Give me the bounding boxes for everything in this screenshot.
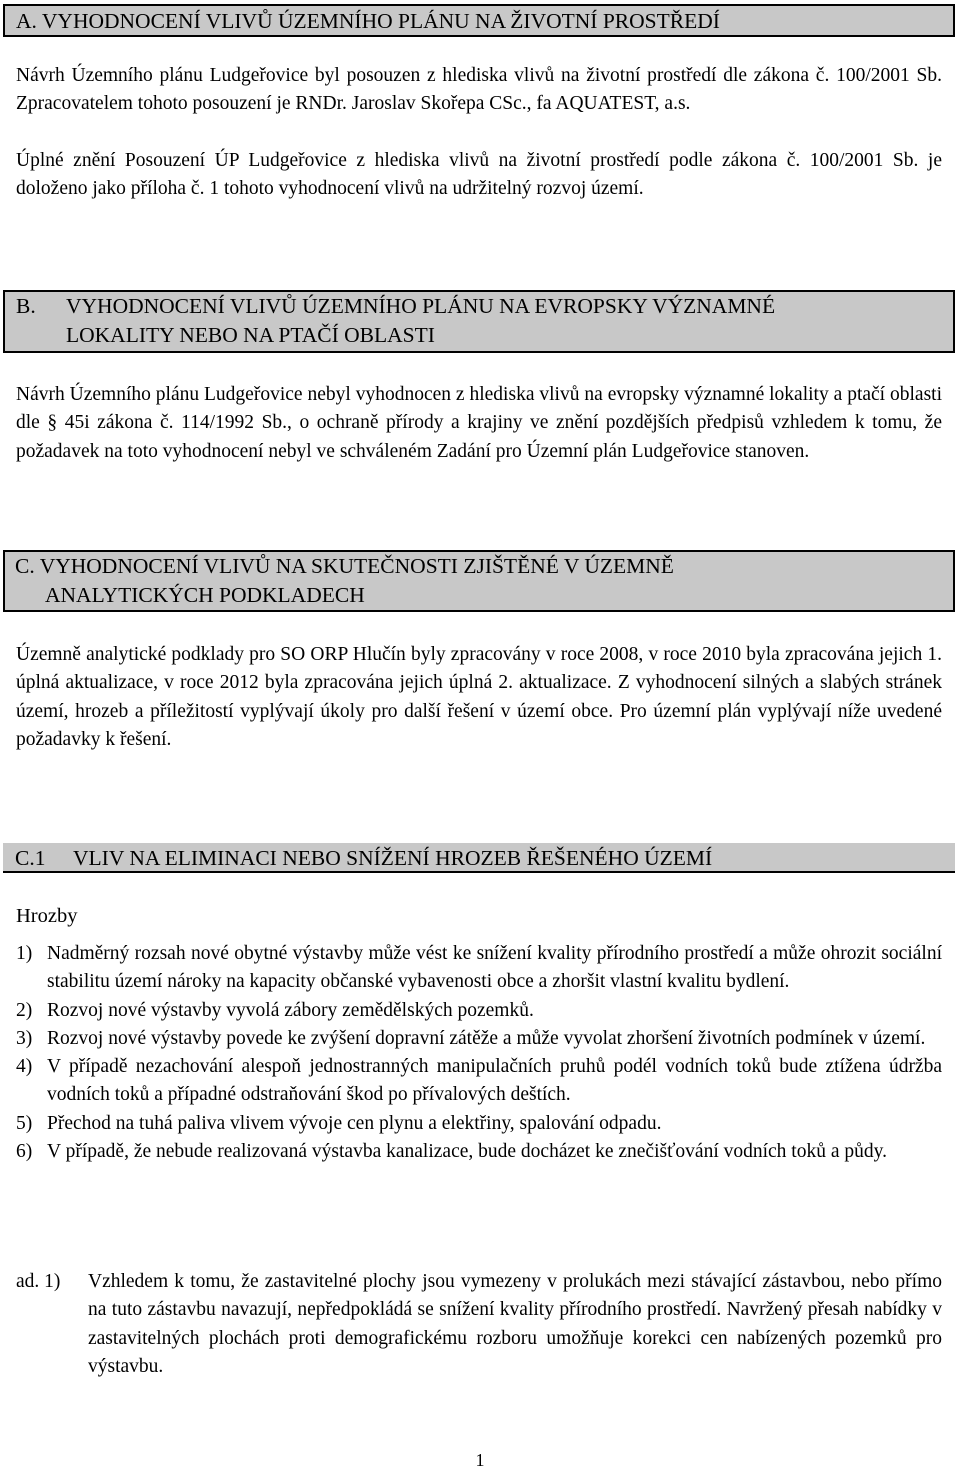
page-number: 1 [475, 1450, 485, 1470]
section-c1-heading: C.1 VLIV NA ELIMINACI NEBO SNÍŽENÍ HROZEB ŘEŠENÉHO ÚZEMÍ [3, 843, 955, 873]
list-item: 1) Nadměrný rozsah nové obytné výstavby může vést ke snížení kvality přírodního prostředí a může ohrozit sociální stabilitu území nároky na kapacity občanské vybavenosti obce a zhoršit vlastní kvalitu bydlení. [16, 943, 942, 993]
section-a-paragraph-1: Návrh Územního plánu Ludgeřovice byl posouzen z hlediska vlivů na životní prostředí dle zákona č. 100/2001 Sb. Zpracovatelem tohoto posouzení je RNDr. Jaroslav Skořepa CSc., fa AQUATEST, a.s. [16, 65, 942, 115]
section-b-paragraph: Návrh Územního plánu Ludgeřovice nebyl vyhodnocen z hlediska vlivů na evropsky významné lokality a ptačí oblasti dle § 45i zákona č. 114/1992 Sb., o ochraně přírody a krajiny ve znění pozdějších předpisů vzhledem k tomu, že požadavek na toto vyhodnocení nebyl ve schváleném Zadání pro Územní plán Ludgeřovice stanoven. [16, 384, 942, 462]
section-c-paragraph: Územně analytické podklady pro SO ORP Hlučín byly zpracovány v roce 2008, v roce 2010 byla zpracována jejich 1. úplná aktualizace, v roce 2012 byla zpracována jejich úplná 2. aktualizace. Z vyhodnocení silných a slabých stránek území, hrozeb a příležitostí vyplývají úkoly pro další řešení v území obce. Pro územní plán vyplývají níže uvedené požadavky k řešení. [16, 644, 942, 750]
list-item: 5) Přechod na tuhá paliva vlivem vývoje cen plynu a elektřiny, spalování odpadu. [16, 1112, 662, 1134]
threats-list [16, 940, 942, 1166]
ad-1-paragraph [16, 1268, 942, 1381]
list-item: 2) Rozvoj nové výstavby vyvolá zábory zemědělských pozemků. [16, 999, 534, 1021]
list-item: 3) Rozvoj nové výstavby povede ke zvýšení dopravní zátěže a může vyvolat zhoršení životních podmínek v území. [16, 1027, 926, 1049]
list-item: 4) V případě nezachování alespoň jednostranných manipulačních pruhů podél vodních toků bude ztížena údržba vodních toků a případné odstraňování škod po přívalových deštích. [16, 1056, 942, 1106]
section-b-heading: B. VYHODNOCENÍ VLIVŮ ÚZEMNÍHO PLÁNU NA EVROPSKY VÝZNAMNÉ LOKALITY NEBO NA PTAČÍ OBLASTI [3, 290, 955, 353]
threats-subheading: Hrozby [16, 905, 78, 927]
ad-1-text: Vzhledem k tomu, že zastavitelné plochy jsou vymezeny v prolukách mezi stávající zástavbou, nebo přímo na tuto zástavbu navazují, nepředpokládá se snížení kvality přírodního prostředí. Navržený přesah nabídky v zastavitelných plochách proti demografickému rozboru umožňuje korekci cen nabízených pozemků pro výstavbu. [88, 1271, 942, 1377]
section-a-paragraph-2: Úplné znění Posouzení ÚP Ludgeřovice z hlediska vlivů na životní prostředí podle zákona č. 100/2001 Sb. je doloženo jako příloha č. 1 tohoto vyhodnocení vlivů na udržitelný rozvoj území. [16, 150, 942, 200]
section-c-heading: C. VYHODNOCENÍ VLIVŮ NA SKUTEČNOSTI ZJIŠTĚNÉ V ÚZEMNĚ ANALYTICKÝCH PODKLADECH [3, 550, 955, 612]
list-item: 6) V případě, že nebude realizovaná výstavba kanalizace, bude docházet ke znečišťování vodních toků a půdy. [16, 1141, 887, 1163]
ad-1-label: ad. 1) [16, 1271, 61, 1292]
section-a-heading: A. VYHODNOCENÍ VLIVŮ ÚZEMNÍHO PLÁNU NA ŽIVOTNÍ PROSTŘEDÍ [3, 4, 955, 37]
